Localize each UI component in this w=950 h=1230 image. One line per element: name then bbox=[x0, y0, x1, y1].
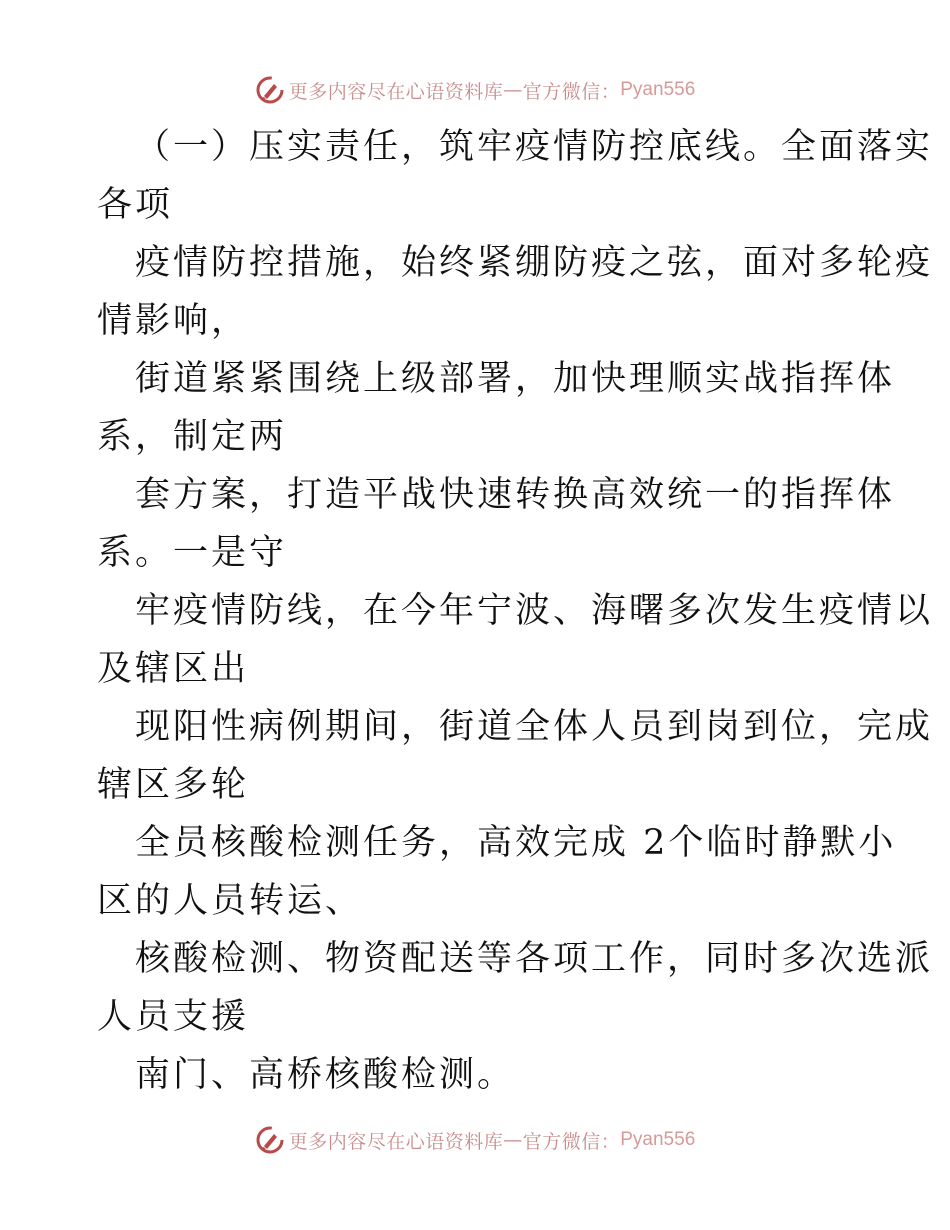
text-line: 系，制定两 bbox=[97, 417, 288, 457]
text-line: 南门、高桥核酸检测。 bbox=[135, 1055, 516, 1095]
watermark-text: 更多内容尽在心语资料库 bbox=[288, 80, 504, 103]
text-line: 人员支援 bbox=[97, 997, 250, 1037]
text-line: 街道紧紧围绕上级部署，加快理顺实战指挥体 bbox=[135, 359, 896, 399]
text-line: （一）压实责任，筑牢疫情防控底线。全面落实 bbox=[135, 127, 934, 167]
text-line: 核酸检测、物资配送等各项工作，同时多次选派 bbox=[135, 939, 934, 979]
pen-logo-icon bbox=[255, 1125, 285, 1155]
watermark-wechat: Pyan556 bbox=[620, 1129, 696, 1150]
text-line: 套方案，打造平战快速转换高效统一的指挥体 bbox=[135, 475, 896, 515]
text-line: 现阳性病例期间，街道全体人员到岗到位，完成 bbox=[135, 707, 934, 747]
watermark-wechat: Pyan556 bbox=[620, 79, 696, 100]
footer-watermark bbox=[0, 1120, 950, 1160]
watermark-text: 更多内容尽在心语资料库 bbox=[288, 1130, 504, 1153]
text-line: 辖区多轮 bbox=[97, 765, 250, 805]
text-line: 疫情防控措施，始终紧绷防疫之弦，面对多轮疫 bbox=[135, 243, 934, 283]
document-body bbox=[97, 118, 934, 1104]
text-line: 各项 bbox=[97, 185, 174, 225]
text-line: 区的人员转运、 bbox=[97, 881, 364, 921]
watermark-official: 官方微信： bbox=[522, 80, 621, 103]
header-watermark bbox=[0, 70, 950, 110]
watermark-dash: — bbox=[503, 1129, 523, 1151]
text-line: 全员核酸检测任务，高效完成 2个临时静默小 bbox=[135, 823, 897, 863]
text-line: 系。一是守 bbox=[97, 533, 288, 573]
pen-logo-icon bbox=[255, 75, 285, 105]
watermark-dash: — bbox=[503, 79, 523, 101]
text-line: 及辖区出 bbox=[97, 649, 250, 689]
watermark-official: 官方微信： bbox=[522, 1130, 621, 1153]
text-line: 情影响， bbox=[97, 301, 250, 341]
text-line: 牢疫情防线，在今年宁波、海曙多次发生疫情以 bbox=[135, 591, 934, 631]
